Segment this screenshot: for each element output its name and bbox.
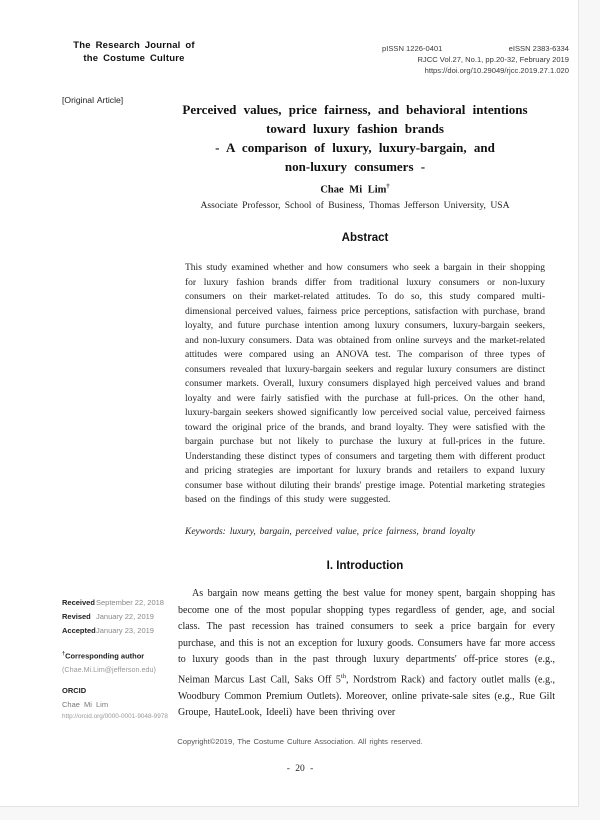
revised-date: January 22, 2019 <box>96 611 154 621</box>
abstract-heading: Abstract <box>341 232 389 244</box>
article-history-sidebar <box>62 596 182 722</box>
author-name: Chae Mi Lim <box>320 184 387 196</box>
corresponding-author-text: Corresponding author <box>65 651 145 661</box>
revised-label: Revised <box>62 611 91 621</box>
accepted-date: January 23, 2019 <box>96 625 154 635</box>
title-line: toward luxury fashion brands <box>266 121 444 136</box>
title-line: - A comparison of luxury, luxury-bargain, and <box>215 140 495 155</box>
issn-row <box>382 44 569 55</box>
journal-name-line1: The Research Journal of <box>73 40 195 51</box>
introduction-text-1: As bargain now means getting the best value for money spent, bargain shopping has become one of the most popular shopping types regardless of gender, age, and social class. The past recession has trained consumers to seek a price bargain for every purchase, and this is not an exception for luxury goods. Consumers have far more access to luxury goods than in the past through luxury departments' off-price stores (e.g., Neiman Marcus Last Call, Saks Off 5 <box>178 588 555 686</box>
superscript-th: th <box>340 672 346 680</box>
copyright-notice: Copyright©2019, The Costume Culture Association. All rights reserved. <box>177 737 423 746</box>
journal-name <box>56 40 212 65</box>
title-line: non-luxury consumers - <box>284 159 426 174</box>
dagger-mark: † <box>62 651 66 658</box>
keywords-text: luxury, bargain, perceived value, price fairness, brand loyalty <box>225 527 476 537</box>
keywords-label: Keywords: <box>185 527 226 537</box>
orcid-block <box>62 685 182 722</box>
affiliation: Associate Professor, School of Business, Thomas Jefferson University, USA <box>200 200 510 211</box>
orcid-name: Chae Mi Lim <box>62 699 109 709</box>
received-date: September 22, 2018 <box>96 598 164 607</box>
article-title <box>140 100 570 176</box>
page-edge-right <box>578 0 600 820</box>
doi-link[interactable]: https://doi.org/10.29049/rjcc.2019.27.1.020 <box>424 65 569 75</box>
introduction-text-2: , Nordstrom Rack) and factory outlet malls (e.g., Woodbury Common Premium Outlets). Moreover, online private-sale sites (e.g., Rue Gilt Groupe, HauteLook, Ideeli) have been thriving over <box>178 674 555 719</box>
journal-name-line2: the Costume Culture <box>83 52 185 64</box>
pissn: pISSN 1226-0401 <box>382 44 443 53</box>
author-line <box>140 183 570 196</box>
page-edge-bottom <box>0 806 579 820</box>
volume-info: RJCC Vol.27, No.1, pp.20-32, February 2019 <box>417 54 569 64</box>
received-label: Received <box>62 598 95 607</box>
page-number: - 20 - <box>286 764 314 774</box>
introduction-paragraph <box>178 586 555 722</box>
corresponding-author-block <box>62 648 182 675</box>
keywords-line <box>185 527 545 537</box>
title-line: Perceived values, price fairness, and behavioral intentions <box>182 102 528 117</box>
eissn: eISSN 2383-6334 <box>508 44 569 53</box>
accepted-label: Accepted <box>62 625 96 635</box>
corresponding-author-mark: † <box>386 183 390 190</box>
citation-block <box>382 44 569 76</box>
accepted-row <box>62 624 182 638</box>
received-row <box>62 596 182 610</box>
orcid-url[interactable]: http://orcid.org/0000-0001-9048-9978 <box>62 712 168 720</box>
article-type-label: [Original Article] <box>62 95 124 105</box>
revised-row <box>62 610 182 624</box>
abstract-body: This study examined whether and how consumers who seek a bargain in their shopping for luxury fashion brands differ from traditional luxury consumers or non-luxury consumers on their market-related attitudes. To do so, this study compared multi-dimensional perceived values, fairness price perceptions, satisfaction with purchase, brand loyalty, and future purchase intention among luxury consumers, luxury-bargain seekers, and non-luxury consumers. Data was obtained from online surveys and the market-related attitudes were compared using an ANOVA test. The comparison of three types of consumers revealed that luxury-bargain seekers and regular luxury consumers are distinct consumer markets. Overall, luxury consumers displayed high perceived values and brand loyalty and were fairly satisfied with the purchase at full-prices. On the other hand, luxury-bargain seekers showed significantly low perceived social value, perceived fairness toward the original price of the brands, and brand loyalty. They were satisfied with the bargain purchase but not likely to purchase the luxury at full-prices in the future. Understanding these distinct types of consumers and targeting them with different product and pricing strategies are important for luxury brands and retailers to expand luxury consumer base without diluting their brands' prestige image. Potential marketing strategies based on the findings of this study were suggested. <box>185 263 545 505</box>
corresponding-author-label <box>62 648 182 663</box>
corresponding-author-email[interactable]: (Chae.Mi.Lim@jefferson.edu) <box>62 664 156 674</box>
introduction-heading: I. Introduction <box>326 560 404 572</box>
orcid-label: ORCID <box>62 685 87 695</box>
